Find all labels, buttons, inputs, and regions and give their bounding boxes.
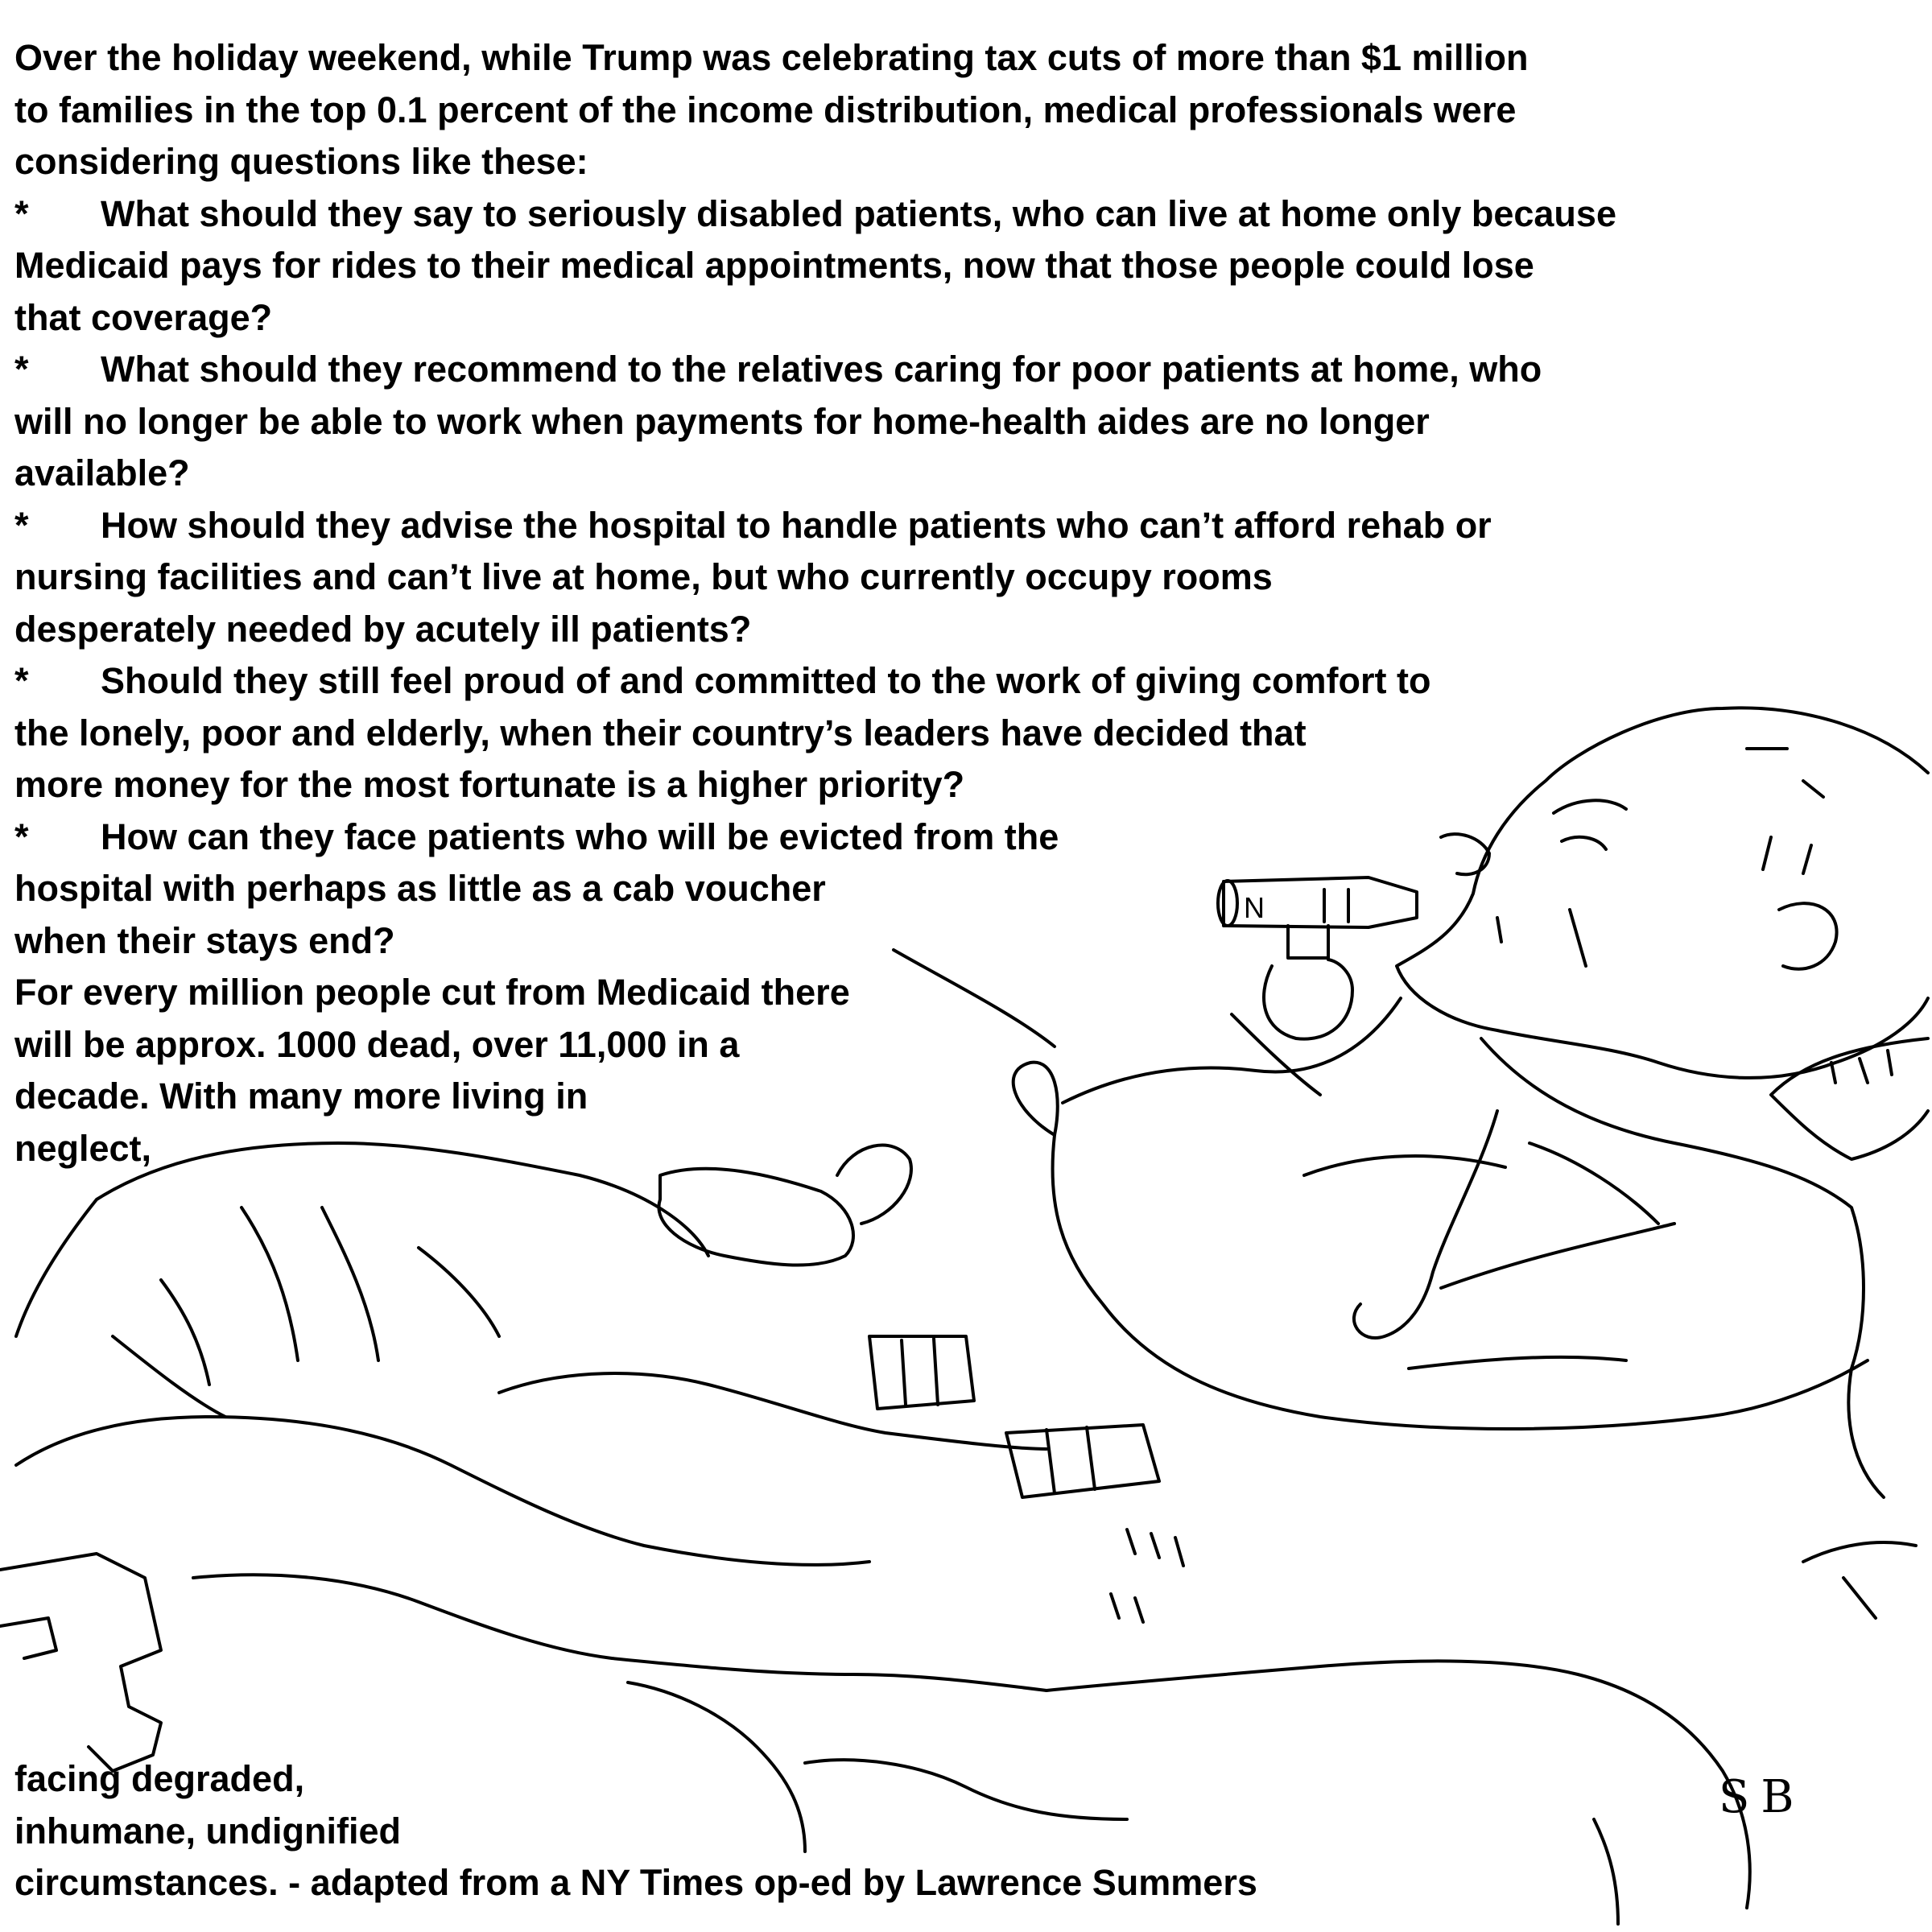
statistic-line: will be approx. 1000 dead, over 11,000 in a	[14, 1023, 740, 1065]
statistic-line: For every million people cut from Medicaid there	[14, 972, 850, 1013]
cuff-band	[934, 1339, 938, 1405]
closing-text	[14, 1753, 1257, 1909]
closing-line: inhumane, undignified	[14, 1810, 401, 1852]
question-first-line: * What should they recommend to the relatives caring for poor patients at home, who	[14, 344, 1922, 396]
statistic-line: decade. With many more living in	[14, 1075, 588, 1117]
question-line: nursing facilities and can’t live at home, but who currently occupy rooms	[14, 556, 1273, 597]
cuff	[1006, 1425, 1159, 1497]
artist-signature: SB	[1719, 1771, 1806, 1823]
bed-rail	[1594, 1819, 1618, 1924]
sheet-mark	[1135, 1598, 1143, 1622]
bullet-marker: *	[14, 349, 29, 390]
patient-arm	[499, 1373, 1046, 1449]
question-line: will no longer be able to work when payments for home-health aides are no longer	[14, 400, 1430, 442]
main-text	[14, 32, 1922, 1174]
question-first-line: * Should they still feel proud of and committed to the work of giving comfort to	[14, 655, 1922, 708]
question-first-line: * What should they say to seriously disabled patients, who can live at home only because	[14, 188, 1922, 241]
blanket-fold	[322, 1208, 378, 1360]
intro-line: considering questions like these:	[14, 141, 588, 182]
bullet-marker: *	[14, 504, 29, 546]
question-line: hospital with perhaps as little as a cab voucher	[14, 868, 826, 909]
question-line: more money for the most fortunate is a higher priority?	[14, 764, 965, 805]
question-line: Medicaid pays for rides to their medical appointments, now that those people could lose	[14, 245, 1534, 286]
bed-frame	[193, 1575, 1046, 1690]
bullet-marker: *	[14, 815, 29, 857]
cuff-band	[1087, 1427, 1095, 1489]
bed-rail	[1803, 1542, 1916, 1618]
statistic-line: neglect,	[14, 1127, 152, 1169]
question-line: when their stays end?	[14, 919, 395, 961]
intro-line: to families in the top 0.1 percent of the income distribution, medical professionals were	[14, 89, 1517, 130]
closing-line: circumstances. - adapted from a NY Times op-ed by Lawrence Summers	[14, 1862, 1257, 1903]
sheet-mark	[1151, 1534, 1159, 1558]
question-line: desperately needed by acutely ill patients?	[14, 608, 752, 650]
bullet-marker: *	[14, 192, 29, 234]
cuff-band	[1046, 1430, 1055, 1493]
question-line: that coverage?	[14, 296, 273, 338]
sheet-mark	[1111, 1594, 1119, 1618]
bed-frame	[0, 1618, 56, 1658]
sheet-mark	[1127, 1530, 1135, 1554]
question-line: the lonely, poor and elderly, when their country’s leaders have decided that	[14, 712, 1307, 753]
blanket	[16, 1417, 869, 1565]
cuff-band	[902, 1340, 906, 1405]
closing-line: facing degraded,	[14, 1758, 305, 1799]
gown-fold	[1441, 1224, 1674, 1288]
blanket-fold	[242, 1208, 298, 1360]
bullet-marker: *	[14, 660, 29, 701]
question-first-line: * How should they advise the hospital to handle patients who can’t afford rehab or	[14, 500, 1922, 552]
blanket-fold	[161, 1280, 209, 1385]
gown-fold	[1409, 1357, 1626, 1368]
tube-label: N	[1244, 891, 1265, 924]
intro-line: Over the holiday weekend, while Trump was celebrating tax cuts of more than $1 million	[14, 37, 1529, 78]
question-first-line: * How can they face patients who will be evicted from the	[14, 811, 1922, 864]
cuff	[869, 1336, 974, 1409]
sheet-mark	[1175, 1538, 1183, 1566]
bed-frame	[0, 1554, 161, 1771]
question-line: available?	[14, 452, 190, 493]
blanket-fold	[419, 1248, 499, 1336]
